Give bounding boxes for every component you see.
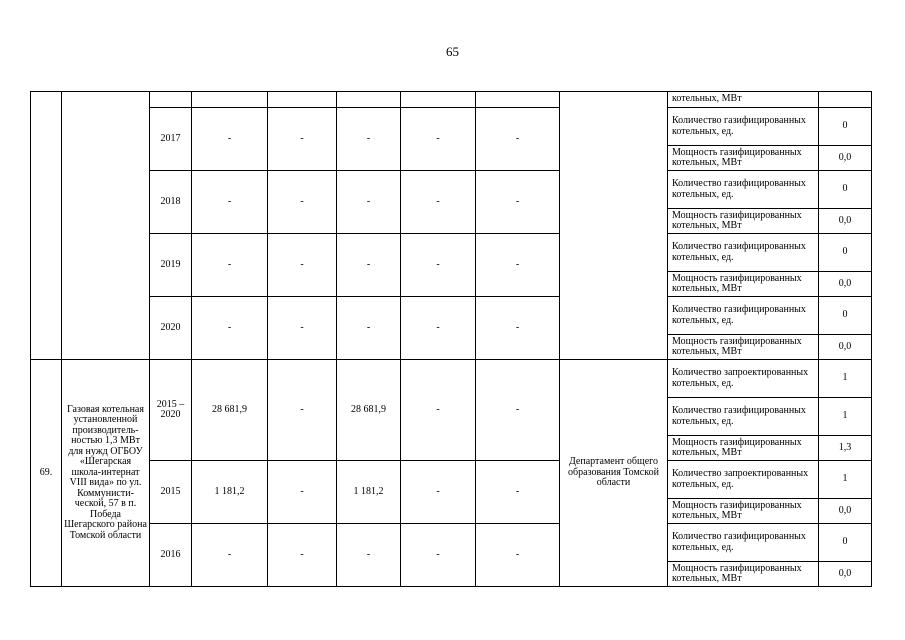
value-cell: - bbox=[401, 461, 476, 524]
table-row bbox=[31, 297, 872, 335]
indicator-name: Количество запроектированных котельных, ед. bbox=[668, 461, 819, 499]
value-cell: - bbox=[268, 108, 337, 171]
indicator-value: 0,0 bbox=[819, 562, 872, 587]
table-row bbox=[31, 524, 872, 562]
indicator-value: 0 bbox=[819, 234, 872, 272]
indicator-value: 1,3 bbox=[819, 436, 872, 461]
year-cell: 2020 bbox=[150, 297, 192, 360]
indicator-name: Мощность газифицированных котельных, МВт bbox=[668, 562, 819, 587]
value-cell: - bbox=[476, 461, 560, 524]
indicator-name: Мощность газифицированных котельных, МВт bbox=[668, 335, 819, 360]
indicator-name: Мощность газифицированных котельных, МВт bbox=[668, 209, 819, 234]
value-cell: - bbox=[268, 297, 337, 360]
indicator-value: 0,0 bbox=[819, 146, 872, 171]
num-cell bbox=[31, 92, 62, 360]
year-cell: 2017 bbox=[150, 108, 192, 171]
value-cell: - bbox=[476, 297, 560, 360]
value-cell: - bbox=[268, 461, 337, 524]
indicator-name: котельных, МВт bbox=[668, 92, 819, 108]
value-cell: - bbox=[192, 234, 268, 297]
indicator-value: 1 bbox=[819, 360, 872, 398]
item-name: Газовая котельная установленной производитель-ностью 1,3 МВт для нужд ОГБОУ «Шегарская школа-интернат VIII вида» по ул. Коммунисти-ческой, 57 в п. Победа Шегарского района Томской области bbox=[62, 360, 150, 587]
indicator-name: Количество газифицированных котельных, ед. bbox=[668, 524, 819, 562]
indicator-name: Мощность газифицированных котельных, МВт bbox=[668, 272, 819, 297]
value-cell: - bbox=[476, 171, 560, 234]
indicator-value: 0,0 bbox=[819, 272, 872, 297]
value-cell: 1 181,2 bbox=[337, 461, 401, 524]
value-cell: - bbox=[476, 108, 560, 171]
indicator-value bbox=[819, 92, 872, 108]
indicator-value: 0,0 bbox=[819, 209, 872, 234]
indicator-value: 1 bbox=[819, 398, 872, 436]
dept-cell bbox=[560, 92, 668, 360]
value-cell: - bbox=[401, 524, 476, 587]
table-row bbox=[31, 92, 872, 108]
indicator-value: 0 bbox=[819, 108, 872, 146]
item-number: 69. bbox=[31, 360, 62, 587]
indicator-name: Мощность газифицированных котельных, МВт bbox=[668, 499, 819, 524]
year-cell: 2018 bbox=[150, 171, 192, 234]
indicator-name: Мощность газифицированных котельных, МВт bbox=[668, 436, 819, 461]
value-cell: - bbox=[192, 297, 268, 360]
value-cell: - bbox=[268, 234, 337, 297]
indicator-value: 0 bbox=[819, 297, 872, 335]
page-number: 65 bbox=[446, 44, 459, 59]
value-cell: - bbox=[401, 234, 476, 297]
indicator-name: Количество газифицированных котельных, ед. bbox=[668, 297, 819, 335]
value-cell: - bbox=[268, 171, 337, 234]
indicator-value: 1 bbox=[819, 461, 872, 499]
indicator-name: Количество газифицированных котельных, ед. bbox=[668, 234, 819, 272]
value-cell: - bbox=[268, 524, 337, 587]
value-cell: - bbox=[401, 108, 476, 171]
value-cell: - bbox=[337, 234, 401, 297]
indicator-value: 0 bbox=[819, 524, 872, 562]
value-cell: - bbox=[401, 360, 476, 461]
table-row bbox=[31, 461, 872, 499]
value-cell: 28 681,9 bbox=[337, 360, 401, 461]
year-cell: 2015 – 2020 bbox=[150, 360, 192, 461]
total-cell: 1 181,2 bbox=[192, 461, 268, 524]
indicator-name: Количество газифицированных котельных, ед. bbox=[668, 398, 819, 436]
value-cell: - bbox=[476, 234, 560, 297]
value-cell: - bbox=[337, 524, 401, 587]
value-cell bbox=[268, 92, 337, 108]
total-cell: - bbox=[192, 524, 268, 587]
program-table bbox=[30, 91, 872, 587]
year-cell bbox=[150, 92, 192, 108]
value-cell bbox=[192, 92, 268, 108]
indicator-value: 0 bbox=[819, 171, 872, 209]
indicator-value: 0,0 bbox=[819, 499, 872, 524]
value-cell bbox=[476, 92, 560, 108]
value-cell: - bbox=[337, 297, 401, 360]
value-cell: - bbox=[476, 360, 560, 461]
table-row bbox=[31, 360, 872, 398]
year-cell: 2019 bbox=[150, 234, 192, 297]
year-cell: 2016 bbox=[150, 524, 192, 587]
value-cell: - bbox=[401, 297, 476, 360]
value-cell: - bbox=[337, 108, 401, 171]
value-cell: - bbox=[337, 171, 401, 234]
table-row bbox=[31, 108, 872, 146]
value-cell: - bbox=[192, 171, 268, 234]
value-cell bbox=[337, 92, 401, 108]
value-cell: - bbox=[476, 524, 560, 587]
table-row bbox=[31, 171, 872, 209]
indicator-name: Количество газифицированных котельных, ед. bbox=[668, 171, 819, 209]
value-cell: - bbox=[268, 360, 337, 461]
department-cell: Департамент общего образования Томской области bbox=[560, 360, 668, 587]
total-cell: 28 681,9 bbox=[192, 360, 268, 461]
value-cell bbox=[401, 92, 476, 108]
table-row bbox=[31, 234, 872, 272]
value-cell: - bbox=[192, 108, 268, 171]
name-cell bbox=[62, 92, 150, 360]
indicator-name: Мощность газифицированных котельных, МВт bbox=[668, 146, 819, 171]
value-cell: - bbox=[401, 171, 476, 234]
indicator-name: Количество запроектированных котельных, ед. bbox=[668, 360, 819, 398]
indicator-name: Количество газифицированных котельных, ед. bbox=[668, 108, 819, 146]
indicator-value: 0,0 bbox=[819, 335, 872, 360]
year-cell: 2015 bbox=[150, 461, 192, 524]
